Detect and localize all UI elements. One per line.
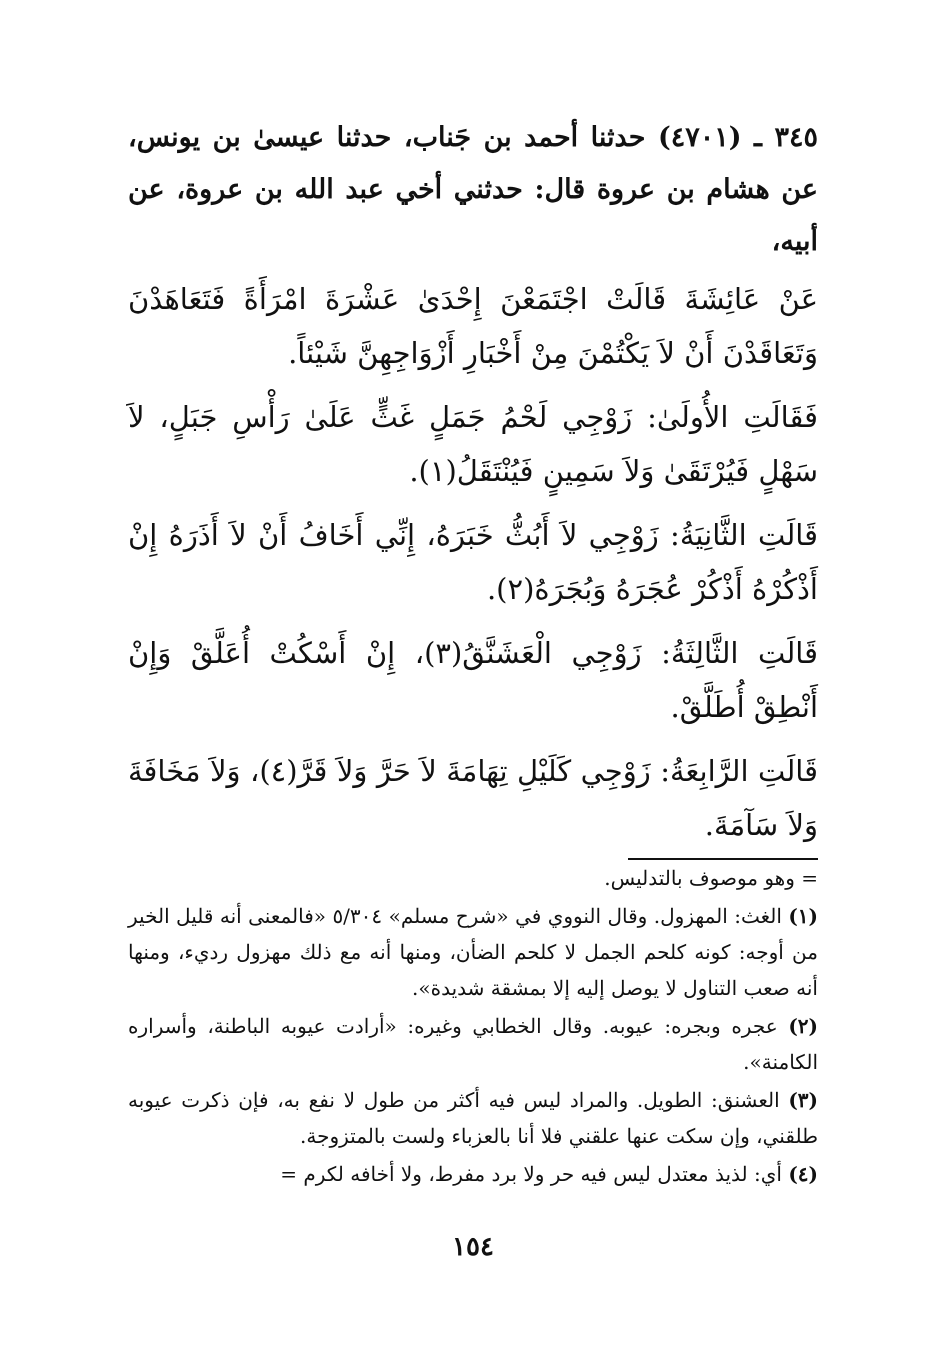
footnote-text: عجره وبجره: عيوبه. وقال الخطابي وغيره: «أرادت عيوبه الباطنة، وأسراره الكامنة». [128, 1014, 818, 1074]
footnote-text: الغث: المهزول. وقال النووي في «شرح مسلم» ٥/٣٠٤ «فالمعنى أنه قليل الخير من أوجه: كونه كلحم الجمل لا كلحم الضأن، ومنها أنه مع ذلك مهزول رديء، ومنها أنه صعب التناول لا يوصل إليه إلا بمشقة شديدة». [128, 904, 818, 1000]
footnote-text: أي: لذيذ معتدل ليس فيه حر ولا برد مفرط، ولا أخافه لكرم = [280, 1162, 782, 1186]
footnote-4 [128, 1156, 818, 1192]
footnote-marker: (٣) [788, 1088, 818, 1112]
matn-first-wife: فَقَالَتِ الأُولَىٰ: زَوْجِي لَحْمُ جَمَلٍ غَثٍّ عَلَىٰ رَأْسِ جَبَلٍ، لاَ سَهْلٍ فَيُرْتَقَىٰ وَلاَ سَمِينٍ فَيُنْتَقَلُ(١). [128, 400, 818, 488]
matn-third-wife: قَالَتِ الثَّالِثَةُ: زَوْجِي الْعَشَنَّقُ(٣)، إِنْ أَسْكُتْ أُعَلَّقْ وَإِنْ أَنْطِقْ أُطَلَّقْ. [128, 636, 818, 724]
isnad-paragraph [128, 112, 818, 268]
footnote-3 [128, 1082, 818, 1154]
main-text [128, 112, 818, 852]
footnote-marker: (٢) [788, 1014, 819, 1038]
matn-second-wife: قَالَتِ الثَّانِيَةُ: زَوْجِي لاَ أَبُثُّ خَبَرَهُ، إِنِّي أَخَافُ أَنْ لاَ أَذَرَهُ إِنْ أَذْكُرْهُ أَذْكُرْ عُجَرَهُ وَبُجَرَهُ(٢). [128, 518, 818, 606]
footnote-text: العشنق: الطويل. والمراد ليس فيه أكثر من طول لا نفع به، فإن ذكرت عيوبه طلقني، وإن سكت عنها علقني فلا أنا بالعزباء ولست بالمتزوجة. [128, 1088, 818, 1148]
isnad-chain: حدثنا أحمد بن جَناب، حدثنا عيسىٰ بن يونس، عن هشام بن عروة قال: حدثني أخي عبد الله بن عروة، عن أبيه، [128, 122, 818, 257]
hadith-number: ٣٤٥ ـ (٤٧٠١) [657, 122, 818, 153]
footnote-1 [128, 898, 818, 1006]
footnote-2 [128, 1008, 818, 1080]
footnotes [128, 860, 818, 1192]
matn-intro: عَنْ عَائِشَةَ قَالَتْ اجْتَمَعْنَ إِحْدَىٰ عَشْرَةَ امْرَأَةً فَتَعَاهَدْنَ وَتَعَاقَدْنَ أَنْ لاَ يَكْتُمْنَ مِنْ أَخْبَارِ أَزْوَاجِهِنَّ شَيْئاً. [128, 282, 818, 370]
footnote-marker: (١) [788, 904, 819, 928]
footnote-marker: (٤) [788, 1162, 818, 1186]
matn-fourth-wife: قَالَتِ الرَّابِعَةُ: زَوْجِي كَلَيْلِ تِهَامَةَ لاَ حَرَّ وَلاَ قَرَّ(٤)، وَلاَ مَخَافَةَ وَلاَ سَآمَةَ. [128, 754, 819, 842]
page-number: ١٥٤ [452, 1232, 494, 1262]
footnote-continuation: = وهو موصوف بالتدليس. [604, 866, 818, 890]
